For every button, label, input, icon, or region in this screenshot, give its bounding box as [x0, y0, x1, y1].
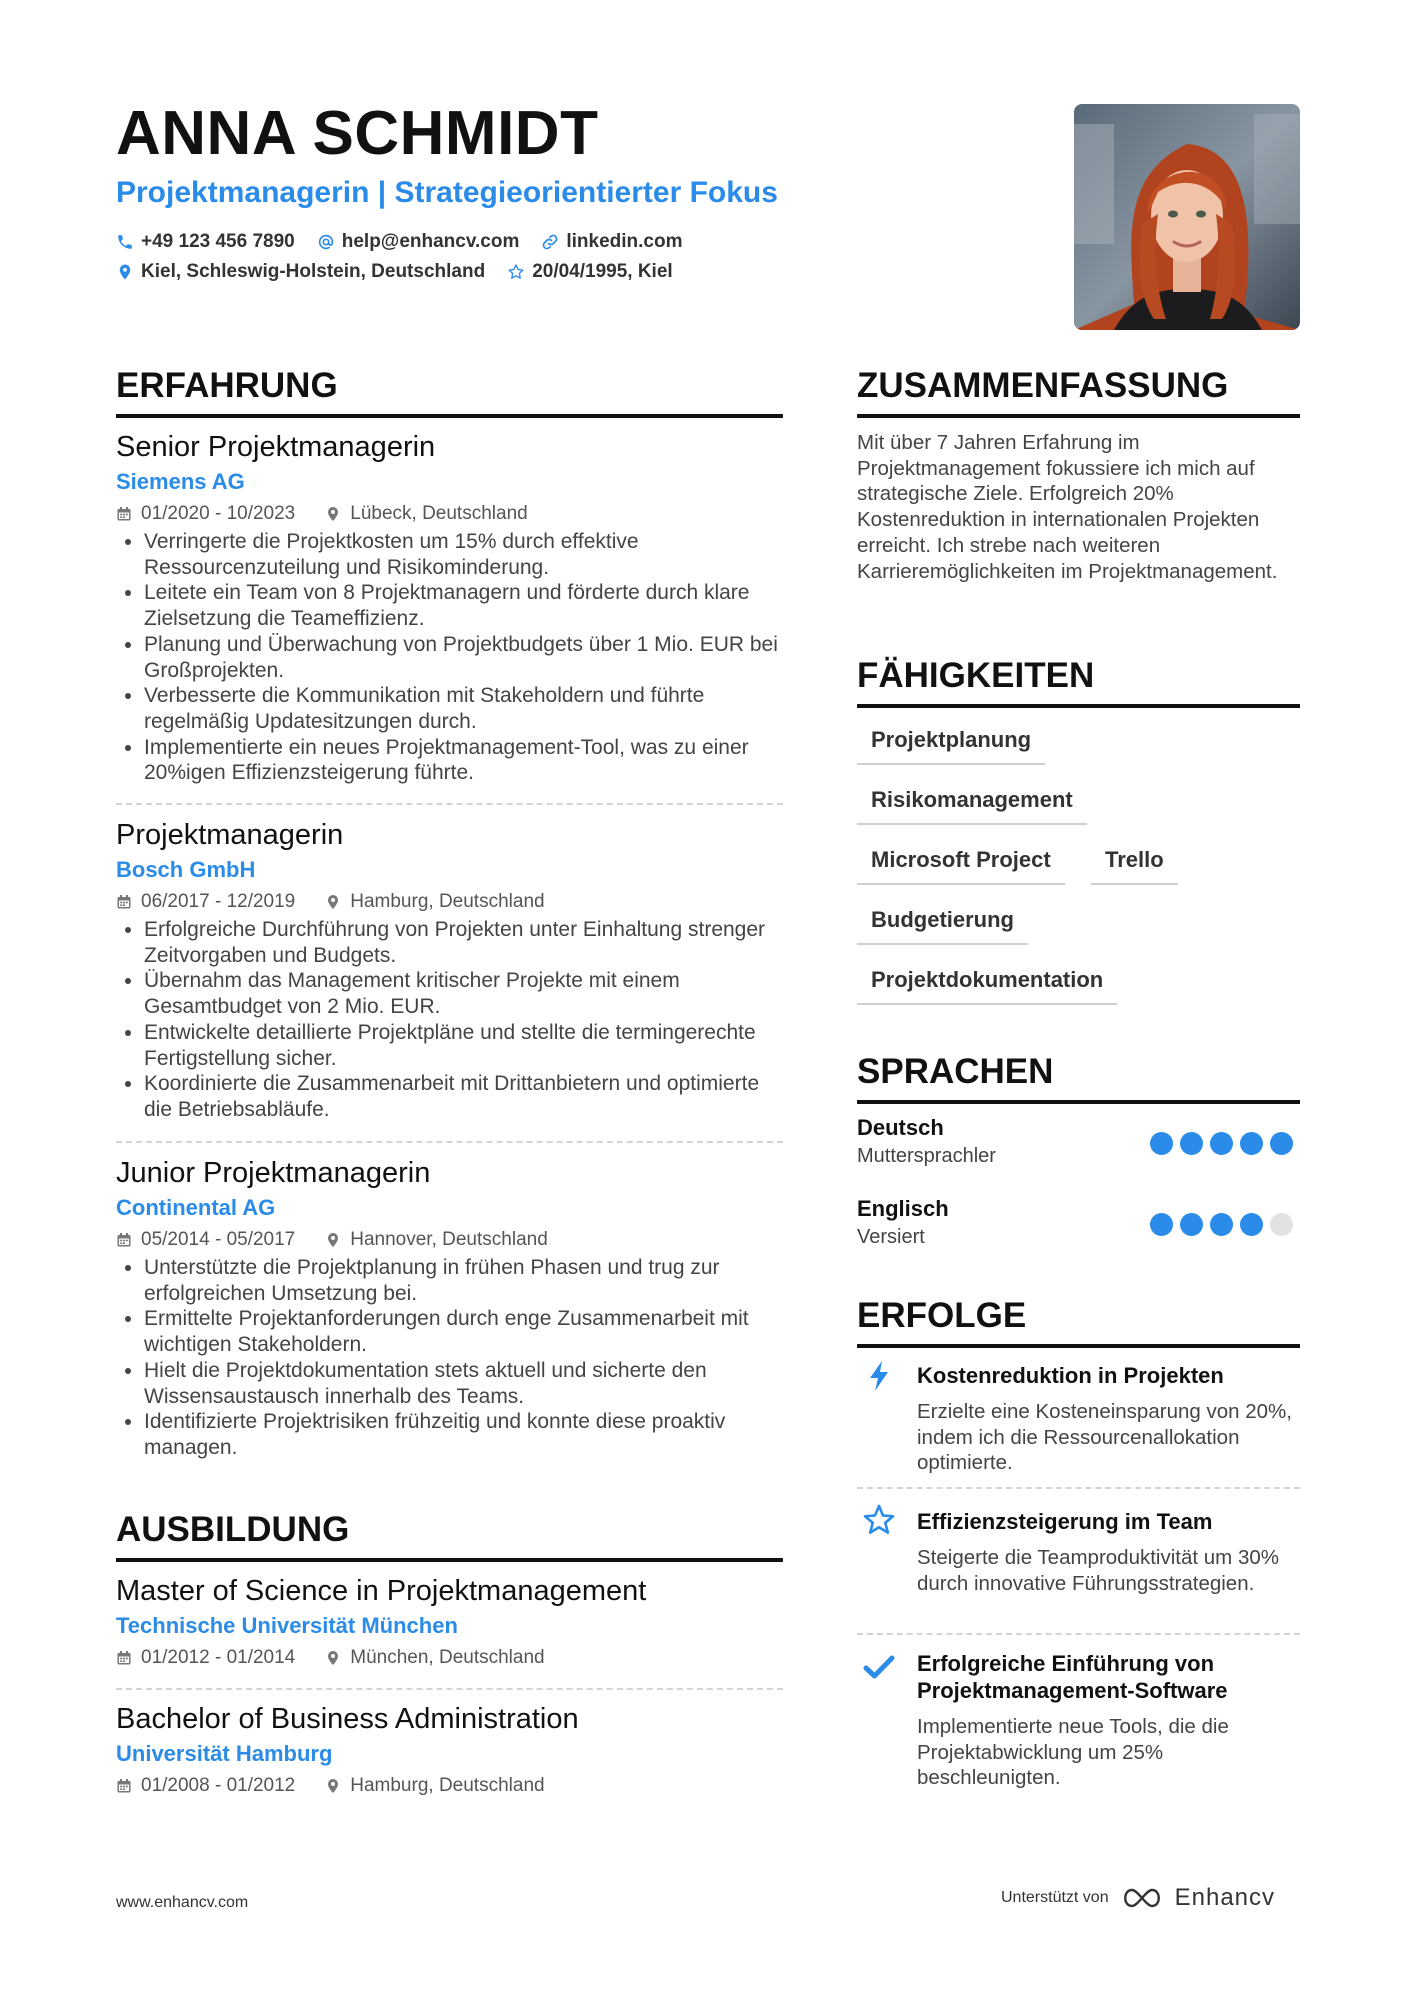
rating-dot-empty [1270, 1213, 1293, 1236]
language-rating [1150, 1132, 1293, 1155]
skill-tag: Budgetierung [857, 905, 1028, 945]
contact-row-2 [116, 259, 673, 285]
bullet-item: • Implementierte ein neues Projektmanagement-Tool, was zu einer 20%igen Effizienzsteigerung führte. [144, 735, 783, 786]
skill-tag: Risikomanagement [857, 785, 1087, 825]
entry-meta [116, 1227, 783, 1253]
education-entry [116, 1701, 783, 1799]
achievement-title: Kostenreduktion in Projekten [917, 1363, 1224, 1388]
skill-tag: Microsoft Project [857, 845, 1065, 885]
rating-dot-filled [1240, 1213, 1263, 1236]
entry-dates: 01/2008 - 01/2012 [141, 1775, 296, 1796]
achievement-description: Erzielte eine Kosteneinsparung von 20%, indem ich die Ressourcenallokation optimierte. [917, 1400, 1292, 1475]
powered-by-text: Unterstützt von [1001, 1889, 1109, 1906]
location-pin-icon [325, 894, 341, 910]
achievement-description: Steigerte die Teamproduktivität um 30% durch innovative Führungsstrategien. [917, 1546, 1279, 1595]
link-icon [541, 233, 559, 251]
location-pin-icon [325, 1232, 341, 1248]
experience-entry [116, 1155, 783, 1461]
footer-powered-by[interactable] [1001, 1884, 1275, 1912]
company-name[interactable]: Bosch GmbH [116, 857, 256, 882]
language-level: Versiert [857, 1226, 925, 1248]
star-icon [862, 1503, 896, 1537]
language-level: Muttersprachler [857, 1145, 996, 1167]
entry-meta [116, 889, 783, 915]
enhancv-logo-icon [1119, 1885, 1165, 1911]
section-title-experience: ERFAHRUNG [116, 364, 783, 418]
entry-location: Hannover, Deutschland [350, 1229, 548, 1250]
link-text: linkedin.com [566, 231, 683, 252]
achievement-title: Effizienzsteigerung im Team [917, 1509, 1213, 1534]
bullet-item: • Ermittelte Projektanforderungen durch enge Zusammenarbeit mit wichtigen Stakeholdern. [144, 1306, 783, 1357]
portrait-illustration [1074, 104, 1300, 330]
school-name[interactable]: Technische Universität München [116, 1613, 458, 1638]
skill-tag: Trello [1091, 845, 1178, 885]
bullet-item: • Leitete ein Team von 8 Projektmanagern und förderte durch klare Zielsetzung die Teameffizienz. [144, 580, 783, 631]
bullet-list [116, 529, 783, 786]
brand-name: Enhancv [1174, 1884, 1276, 1911]
entry-meta [116, 1645, 783, 1671]
rating-dot-filled [1240, 1132, 1263, 1155]
job-title: Projektmanagerin [116, 819, 344, 851]
entry-dates: 05/2014 - 05/2017 [141, 1229, 296, 1250]
rating-dot-filled [1270, 1132, 1293, 1155]
bullet-item: • Erfolgreiche Durchführung von Projekten unter Einhaltung strenger Zeitvorgaben und Budgets. [144, 917, 783, 968]
star-icon [507, 263, 525, 281]
footer-website[interactable]: www.enhancv.com [116, 1894, 249, 1911]
contact-location [116, 259, 485, 285]
achievement-divider [857, 1633, 1300, 1635]
at-icon [317, 233, 335, 251]
achievement-description: Implementierte neue Tools, die die Projektabwicklung um 25% beschleunigten. [917, 1715, 1229, 1790]
bullet-item: • Verringerte die Projektkosten um 15% durch effektive Ressourcenzuteilung und Risikominderung. [144, 529, 783, 580]
bullet-item: • Identifizierte Projektrisiken frühzeitig und konnte diese proaktiv managen. [144, 1409, 783, 1460]
experience-entry [116, 817, 783, 1123]
contact-link[interactable] [541, 229, 682, 255]
education-entry [116, 1573, 783, 1671]
entry-location: Hamburg, Deutschland [350, 1775, 545, 1796]
bullet-item: • Koordinierte die Zusammenarbeit mit Drittanbietern und optimierte die Betriebsabläufe. [144, 1071, 783, 1122]
job-title: Senior Projektmanagerin [116, 431, 436, 463]
company-name[interactable]: Continental AG [116, 1195, 276, 1220]
location-pin-icon [325, 1650, 341, 1666]
achievement-title: Erfolgreiche Einführung von Projektmanagement-Software [917, 1651, 1228, 1703]
language-name: Englisch [857, 1196, 949, 1221]
location-pin-icon [325, 1778, 341, 1794]
bullet-item: • Planung und Überwachung von Projektbudgets über 1 Mio. EUR bei Großprojekten. [144, 632, 783, 683]
contact-row-1 [116, 229, 683, 255]
rating-dot-filled [1210, 1213, 1233, 1236]
degree-title: Master of Science in Projektmanagement [116, 1575, 647, 1607]
location-pin-icon [116, 263, 134, 281]
rating-dot-filled [1180, 1213, 1203, 1236]
skill-tag: Projektdokumentation [857, 965, 1117, 1005]
section-title-skills: FÄHIGKEITEN [857, 654, 1300, 708]
entry-divider [116, 803, 783, 805]
bullet-item: • Unterstützte die Projektplanung in frühen Phasen und trug zur erfolgreichen Umsetzung bei. [144, 1255, 783, 1306]
entry-dates: 01/2012 - 01/2014 [141, 1647, 296, 1668]
company-name[interactable]: Siemens AG [116, 469, 245, 494]
contact-birth [507, 259, 673, 285]
bullet-item: • Entwickelte detaillierte Projektpläne und stellte die termingerechte Fertigstellung sicher. [144, 1020, 783, 1071]
rating-dot-filled [1150, 1132, 1173, 1155]
contact-email[interactable] [317, 229, 520, 255]
candidate-name: ANNA SCHMIDT [116, 99, 599, 168]
summary-text: Mit über 7 Jahren Erfahrung im Projektmanagement fokussiere ich mich auf strategische Ziele. Erfolgreich 20% Kostenreduktion in internationalen Projekten erreicht. Ich strebe nach weiteren Karrieremöglichkeiten im Projektmanagement. [857, 431, 1278, 583]
rating-dot-filled [1180, 1132, 1203, 1155]
entry-dates: 01/2020 - 10/2023 [141, 503, 296, 524]
location-pin-icon [325, 506, 341, 522]
section-title-summary: ZUSAMMENFASSUNG [857, 364, 1300, 418]
phone-icon [116, 233, 134, 251]
bullet-item: • Verbesserte die Kommunikation mit Stakeholdern und führte regelmäßig Updatesitzungen durch. [144, 683, 783, 734]
job-title: Junior Projektmanagerin [116, 1157, 431, 1189]
calendar-icon [116, 1232, 132, 1248]
degree-title: Bachelor of Business Administration [116, 1703, 579, 1735]
section-title-education: AUSBILDUNG [116, 1508, 783, 1562]
bullet-item: • Hielt die Projektdokumentation stets aktuell und sicherte den Wissensaustausch innerhalb des Teams. [144, 1358, 783, 1409]
language-rating [1150, 1213, 1293, 1236]
calendar-icon [116, 894, 132, 910]
experience-entry [116, 429, 783, 786]
contact-phone[interactable] [116, 229, 295, 255]
rating-dot-filled [1150, 1213, 1173, 1236]
profile-photo [1074, 104, 1300, 330]
entry-meta [116, 1773, 783, 1799]
entry-divider [116, 1688, 783, 1690]
lightning-icon [862, 1359, 896, 1393]
calendar-icon [116, 1650, 132, 1666]
birth-text: 20/04/1995, Kiel [532, 261, 673, 282]
section-title-achievements: ERFOLGE [857, 1294, 1300, 1348]
entry-location: München, Deutschland [350, 1647, 545, 1668]
bullet-list [116, 917, 783, 1123]
bullet-list [116, 1255, 783, 1461]
entry-location: Hamburg, Deutschland [350, 891, 545, 912]
skill-tag: Projektplanung [857, 725, 1045, 765]
calendar-icon [116, 506, 132, 522]
section-title-languages: SPRACHEN [857, 1050, 1300, 1104]
headline: Projektmanagerin | Strategieorientierter Fokus [116, 176, 778, 209]
language-name: Deutsch [857, 1115, 944, 1140]
email-text: help@enhancv.com [341, 231, 520, 252]
entry-meta [116, 501, 783, 527]
entry-location: Lübeck, Deutschland [350, 503, 528, 524]
location-text: Kiel, Schleswig-Holstein, Deutschland [141, 261, 486, 282]
calendar-icon [116, 1778, 132, 1794]
entry-dates: 06/2017 - 12/2019 [141, 891, 296, 912]
bullet-item: • Übernahm das Management kritischer Projekte mit einem Gesamtbudget von 2 Mio. EUR. [144, 968, 783, 1019]
phone-text: +49 123 456 7890 [141, 231, 295, 252]
achievement-divider [857, 1487, 1300, 1489]
school-name[interactable]: Universität Hamburg [116, 1741, 333, 1766]
checkmark-icon [862, 1650, 896, 1684]
entry-divider [116, 1141, 783, 1143]
rating-dot-filled [1210, 1132, 1233, 1155]
